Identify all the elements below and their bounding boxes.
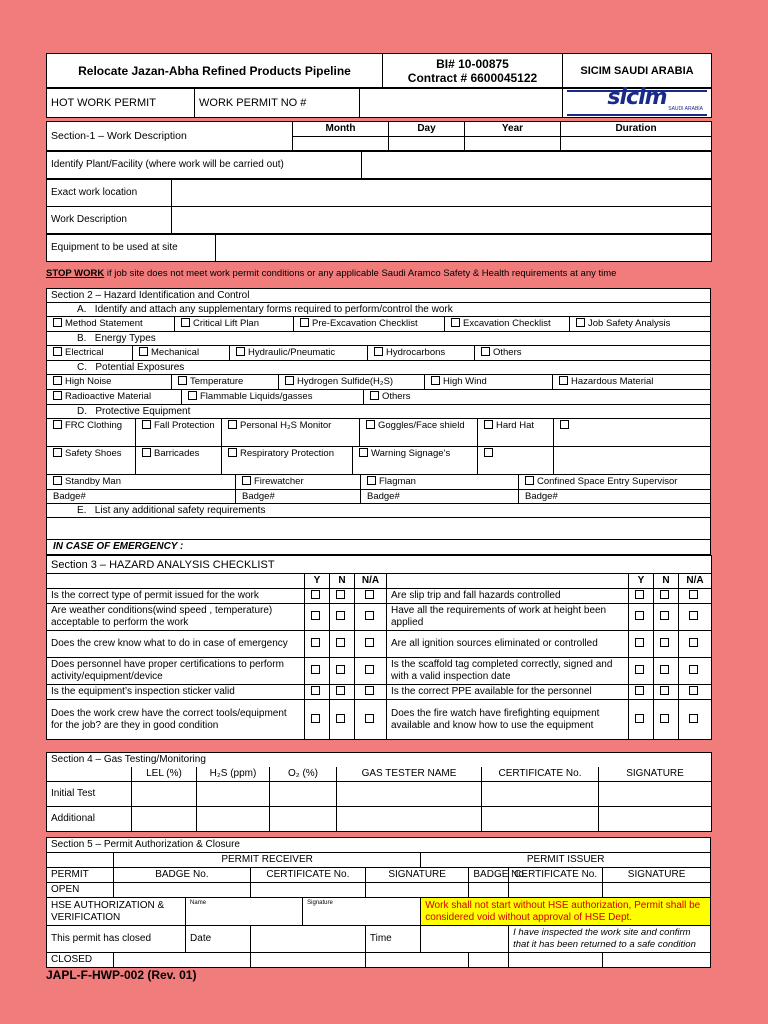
chk-mechanical[interactable]	[133, 346, 230, 360]
section2-b	[47, 332, 710, 345]
section5-title: Section 5 – Permit Authorization & Closure	[47, 838, 711, 853]
open-field[interactable]	[113, 883, 250, 898]
chk-label: Flammable Liquids/gasses	[200, 391, 313, 402]
a-items	[47, 316, 710, 332]
chk-label: FRC Clothing	[65, 420, 123, 431]
section2-a	[47, 303, 710, 316]
section3-title: Section 3 – HAZARD ANALYSIS CHECKLIST	[47, 556, 712, 574]
open-field[interactable]	[365, 883, 469, 898]
na-checkbox[interactable]	[355, 685, 387, 700]
checkbox-icon[interactable]	[228, 420, 237, 429]
chk-label: Fall Protection	[154, 420, 215, 431]
permit-label: PERMIT	[47, 868, 114, 883]
o2-field[interactable]	[270, 807, 337, 832]
a-label: A.	[77, 304, 87, 315]
y-checkbox[interactable]	[629, 589, 654, 604]
stop-work-text: if job site does not meet work permit conditions or any applicable Saudi Aramco Safety & Health requirements at any time	[104, 268, 617, 279]
chk-label: Excavation Checklist	[463, 318, 551, 329]
h2s-field[interactable]	[197, 807, 270, 832]
chk-label: Hard Hat	[496, 420, 535, 431]
chk-electrical[interactable]	[47, 346, 133, 360]
b-items	[47, 345, 710, 361]
e-label: E.	[77, 505, 87, 516]
y-header: Y	[629, 574, 654, 589]
chk-fall-protection[interactable]	[136, 419, 222, 446]
chk-jsa[interactable]	[570, 317, 710, 331]
checkbox-icon[interactable]	[236, 347, 245, 356]
d-items-1	[47, 418, 710, 446]
lel-header: LEL (%)	[132, 767, 197, 782]
chk-frc[interactable]	[47, 419, 136, 446]
cert-field[interactable]	[482, 807, 599, 832]
badge-row	[47, 489, 710, 503]
n-checkbox[interactable]	[654, 700, 679, 740]
b-text: Energy Types	[94, 333, 156, 344]
y-checkbox[interactable]	[305, 589, 330, 604]
y-checkbox[interactable]	[305, 631, 330, 658]
additional-test-row	[47, 807, 712, 832]
question: Does the crew know what to do in case of emergency	[47, 631, 305, 658]
checklist-row	[47, 685, 712, 700]
na-checkbox[interactable]	[355, 604, 387, 631]
checkbox-icon[interactable]	[431, 376, 440, 385]
chk-hard-hat[interactable]	[478, 419, 554, 446]
closed-field[interactable]	[509, 953, 603, 968]
checkbox-icon[interactable]	[374, 347, 383, 356]
ppe-blank-cell	[554, 447, 710, 474]
chk-ppe-blank-1[interactable]	[554, 419, 710, 446]
permit-no-field[interactable]	[360, 89, 563, 118]
n-checkbox[interactable]	[330, 604, 355, 631]
checkbox-icon[interactable]	[576, 318, 585, 327]
checkbox-icon[interactable]	[178, 376, 187, 385]
initial-test-label: Initial Test	[47, 782, 132, 807]
location-field[interactable]	[172, 180, 712, 207]
y-header: Y	[305, 574, 330, 589]
stop-work-note	[46, 268, 726, 279]
additional-requirements-field[interactable]	[47, 517, 710, 539]
closed-field[interactable]	[113, 953, 250, 968]
chk-label: Electrical	[65, 347, 104, 358]
chk-safety-shoes[interactable]	[47, 447, 136, 474]
y-checkbox[interactable]	[629, 685, 654, 700]
chk-firewatcher[interactable]	[236, 475, 361, 489]
n-checkbox[interactable]	[654, 685, 679, 700]
sig-header: SIGNATURE	[599, 767, 712, 782]
section4	[46, 752, 711, 832]
question: Are slip trip and fall hazards controlled	[387, 589, 629, 604]
contract-number: Contract # 6600045122	[407, 70, 538, 85]
na-checkbox[interactable]	[679, 700, 712, 740]
closed-field[interactable]	[365, 953, 469, 968]
checkbox-icon[interactable]	[560, 420, 569, 429]
na-checkbox[interactable]	[679, 589, 712, 604]
tester-field[interactable]	[337, 782, 482, 807]
bi-number: BI# 10-00875	[436, 56, 509, 71]
sig-field[interactable]	[599, 807, 712, 832]
chk-radioactive[interactable]	[47, 390, 182, 404]
issuer-sig-header: SIGNATURE	[603, 868, 711, 883]
badge-standby[interactable]: Badge#	[47, 490, 236, 503]
lel-field[interactable]	[132, 782, 197, 807]
chk-energy-others[interactable]	[475, 346, 710, 360]
d-text: Protective Equipment	[95, 406, 191, 417]
checkbox-icon[interactable]	[53, 347, 62, 356]
na-checkbox[interactable]	[679, 658, 712, 685]
y-checkbox[interactable]	[305, 604, 330, 631]
open-field[interactable]	[509, 883, 603, 898]
question: Is the equipment’s inspection sticker valid	[47, 685, 305, 700]
closed-field[interactable]	[250, 953, 365, 968]
chk-method-statement[interactable]	[47, 317, 175, 331]
c-items-1	[47, 374, 710, 389]
chk-label: Hydrogen Sulfide(H₂S)	[297, 376, 394, 387]
standby-row	[47, 474, 710, 489]
chk-label: Mechanical	[151, 347, 200, 358]
checkbox-icon[interactable]	[53, 476, 62, 485]
chk-label: High Noise	[65, 376, 112, 387]
chk-label: Critical Lift Plan	[193, 318, 259, 329]
chk-label: Firewatcher	[254, 476, 304, 487]
receiver-header: PERMIT RECEIVER	[113, 853, 420, 868]
equipment-label: Equipment to be used at site	[47, 235, 216, 262]
open-field[interactable]	[469, 883, 509, 898]
additional-test-label: Additional	[47, 807, 132, 832]
section1	[46, 121, 711, 262]
y-checkbox[interactable]	[305, 658, 330, 685]
n-checkbox[interactable]	[330, 658, 355, 685]
issuer-badge-header: BADGE No.	[469, 868, 509, 883]
work-desc-label: Work Description	[47, 207, 172, 234]
chk-label: Hydrocarbons	[386, 347, 446, 358]
n-checkbox[interactable]	[654, 658, 679, 685]
chk-hazardous[interactable]	[553, 375, 710, 389]
d-items-2	[47, 446, 710, 474]
chk-h2s[interactable]	[279, 375, 425, 389]
y-checkbox[interactable]	[629, 700, 654, 740]
cert-header: CERTIFICATE No.	[482, 767, 599, 782]
checkbox-icon[interactable]	[53, 376, 62, 385]
chk-respiratory[interactable]	[222, 447, 353, 474]
chk-h2s-monitor[interactable]	[222, 419, 360, 446]
n-checkbox[interactable]	[330, 631, 355, 658]
na-checkbox[interactable]	[355, 589, 387, 604]
d-label: D.	[77, 406, 87, 417]
h2s-header: H₂S (ppm)	[197, 767, 270, 782]
checkbox-icon[interactable]	[53, 318, 62, 327]
open-field[interactable]	[250, 883, 365, 898]
project-title: Relocate Jazan-Abha Refined Products Pipeline	[47, 54, 383, 88]
issuer-cert-header: CERTIFICATE No.	[509, 868, 603, 883]
question: Does the work crew have the correct tools/equipment for the job? are they in good condition	[47, 700, 305, 740]
checkbox-icon[interactable]	[228, 448, 237, 457]
c-label: C.	[77, 362, 87, 373]
checklist-row	[47, 604, 712, 631]
checkbox-icon[interactable]	[367, 476, 376, 485]
initial-test-row	[47, 782, 712, 807]
month-field[interactable]	[293, 137, 389, 151]
permit-no-label: WORK PERMIT NO #	[195, 89, 360, 118]
section4-title: Section 4 – Gas Testing/Monitoring	[47, 753, 712, 768]
section2-e	[47, 503, 710, 517]
closed-text-label: This permit has closed	[47, 926, 186, 953]
section3	[46, 555, 711, 740]
time-field[interactable]	[421, 926, 509, 953]
n-checkbox[interactable]	[654, 589, 679, 604]
y-checkbox[interactable]	[629, 658, 654, 685]
c-text: Potential Exposures	[95, 362, 185, 373]
n-checkbox[interactable]	[330, 685, 355, 700]
checkbox-icon[interactable]	[559, 376, 568, 385]
checklist-row	[47, 631, 712, 658]
chk-flagman[interactable]	[361, 475, 519, 489]
question: Is the correct type of permit issued for the work	[47, 589, 305, 604]
o2-field[interactable]	[270, 782, 337, 807]
chk-label: Standby Man	[65, 476, 121, 487]
chk-label: Pre-Excavation Checklist	[312, 318, 418, 329]
year-label: Year	[465, 122, 561, 137]
badge-firewatcher[interactable]: Badge#	[236, 490, 361, 503]
chk-goggles[interactable]	[360, 419, 478, 446]
checkbox-icon[interactable]	[53, 420, 62, 429]
work-desc-field[interactable]	[172, 207, 712, 234]
inspect-statement: I have inspected the work site and confirm that it has been returned to a safe condition	[509, 926, 711, 953]
duration-field[interactable]	[561, 137, 712, 151]
y-checkbox[interactable]	[629, 631, 654, 658]
duration-label: Duration	[561, 122, 712, 137]
hse-label: HSE AUTHORIZATION & VERIFICATION	[47, 898, 186, 926]
month-label: Month	[293, 122, 389, 137]
permit-type: HOT WORK PERMIT	[47, 89, 195, 118]
n-header: N	[330, 574, 355, 589]
checklist-row	[47, 700, 712, 740]
chk-label: Temperature	[190, 376, 244, 387]
o2-header: O₂ (%)	[270, 767, 337, 782]
hse-name-field[interactable]: Name	[186, 898, 303, 926]
checkbox-icon[interactable]	[142, 448, 151, 457]
h2s-field[interactable]	[197, 782, 270, 807]
location-label: Exact work location	[47, 180, 172, 207]
day-field[interactable]	[389, 137, 465, 151]
closed-label: CLOSED	[47, 953, 114, 968]
closed-field[interactable]	[603, 953, 711, 968]
checkbox-icon[interactable]	[285, 376, 294, 385]
chk-label: Hydraulic/Pneumatic	[248, 347, 336, 358]
n-checkbox[interactable]	[330, 589, 355, 604]
chk-label: Others	[382, 391, 411, 402]
question: Does personnel have proper certifications to perform activity/equipment/device	[47, 658, 305, 685]
checkbox-icon[interactable]	[300, 318, 309, 327]
y-checkbox[interactable]	[305, 700, 330, 740]
n-checkbox[interactable]	[654, 604, 679, 631]
identify-field[interactable]	[362, 152, 712, 179]
checkbox-icon[interactable]	[484, 420, 493, 429]
company-name: SICIM SAUDI ARABIA	[563, 54, 712, 88]
checkbox-icon[interactable]	[188, 391, 197, 400]
year-field[interactable]	[465, 137, 561, 151]
chk-label: Hazardous Material	[571, 376, 654, 387]
s3-blank	[387, 574, 629, 589]
sig-field[interactable]	[599, 782, 712, 807]
chk-label: Safety Shoes	[65, 448, 122, 459]
chk-label: Respiratory Protection	[240, 448, 334, 459]
contract-info	[383, 54, 563, 88]
checkbox-icon[interactable]	[370, 391, 379, 400]
na-header: N/A	[355, 574, 387, 589]
issuer-header: PERMIT ISSUER	[421, 853, 711, 868]
question: Are all ignition sources eliminated or controlled	[387, 631, 629, 658]
form-number: JAPL-F-HWP-002 (Rev. 01)	[46, 968, 197, 982]
section5	[46, 837, 711, 968]
tester-field[interactable]	[337, 807, 482, 832]
chk-standby-man[interactable]	[47, 475, 236, 489]
hse-signature-field[interactable]: Signature	[303, 898, 421, 926]
e-text: List any additional safety requirements	[94, 505, 266, 516]
logo-text: sicim	[607, 85, 667, 110]
open-field[interactable]	[603, 883, 711, 898]
chk-label: Flagman	[379, 476, 416, 487]
chk-hydraulic[interactable]	[230, 346, 368, 360]
chk-label: Method Statement	[65, 318, 143, 329]
date-field[interactable]	[250, 926, 365, 953]
chk-label: Goggles/Face shield	[378, 420, 465, 431]
chk-label: Confined Space Entry Supervisor	[537, 476, 678, 487]
day-label: Day	[389, 122, 465, 137]
equipment-field[interactable]	[216, 235, 712, 262]
chk-label: Others	[493, 347, 522, 358]
section2-d	[47, 405, 710, 418]
section2-c	[47, 361, 710, 374]
sicim-logo	[563, 85, 712, 118]
checklist-row	[47, 658, 712, 685]
question: Have all the requirements of work at height been applied	[387, 604, 629, 631]
checkbox-icon[interactable]	[366, 420, 375, 429]
chk-high-wind[interactable]	[425, 375, 553, 389]
header-block	[46, 53, 711, 118]
question: Are weather conditions(wind speed , temperature) acceptable to perform the work	[47, 604, 305, 631]
na-checkbox[interactable]	[355, 700, 387, 740]
receiver-sig-header: SIGNATURE	[365, 868, 469, 883]
s5-blank	[47, 853, 114, 868]
checkbox-icon[interactable]	[242, 476, 251, 485]
chk-label: Job Safety Analysis	[588, 318, 671, 329]
chk-label: Barricades	[154, 448, 200, 459]
checkbox-icon[interactable]	[53, 391, 62, 400]
identify-label: Identify Plant/Facility (where work will be carried out)	[47, 152, 362, 179]
na-checkbox[interactable]	[679, 604, 712, 631]
cert-field[interactable]	[482, 782, 599, 807]
chk-label: Warning Signage’s	[371, 448, 451, 459]
c-items-2	[47, 389, 710, 405]
tester-header: GAS TESTER NAME	[337, 767, 482, 782]
checkbox-icon[interactable]	[484, 448, 493, 457]
na-checkbox[interactable]	[355, 631, 387, 658]
checkbox-icon[interactable]	[481, 347, 490, 356]
chk-temperature[interactable]	[172, 375, 279, 389]
hse-warning: Work shall not start without HSE authorization, Permit shall be considered void without approval of HSE Dept.	[421, 898, 711, 926]
na-checkbox[interactable]	[679, 631, 712, 658]
checkbox-icon[interactable]	[139, 347, 148, 356]
lel-field[interactable]	[132, 807, 197, 832]
logo-sub: SAUDI ARABIA	[668, 106, 703, 112]
badge-cse[interactable]: Badge#	[525, 491, 558, 502]
stop-work-label: STOP WORK	[46, 268, 105, 279]
closed-field[interactable]	[469, 953, 509, 968]
receiver-cert-header: CERTIFICATE No.	[250, 868, 365, 883]
s3-blank	[47, 574, 305, 589]
y-checkbox[interactable]	[629, 604, 654, 631]
chk-hydrocarbons[interactable]	[368, 346, 475, 360]
open-label: OPEN	[47, 883, 114, 898]
chk-flammable[interactable]	[182, 390, 364, 404]
checkbox-icon[interactable]	[142, 420, 151, 429]
checklist-row	[47, 589, 712, 604]
chk-critical-lift[interactable]	[175, 317, 294, 331]
question: Is the scaffold tag completed correctly, signed and with a valid inspection date	[387, 658, 629, 685]
y-checkbox[interactable]	[305, 685, 330, 700]
n-checkbox[interactable]	[654, 631, 679, 658]
section1-title: Section-1 – Work Description	[47, 122, 293, 151]
na-header: N/A	[679, 574, 712, 589]
section2-title: Section 2 – Hazard Identification and Control	[47, 289, 710, 303]
chk-ppe-blank-2[interactable]	[478, 447, 554, 474]
checkbox-icon[interactable]	[451, 318, 460, 327]
question: Does the fire watch have firefighting equipment available and know how to use the equipment	[387, 700, 629, 740]
chk-pre-excavation[interactable]	[294, 317, 445, 331]
b-label: B.	[77, 333, 87, 344]
receiver-badge-header: BADGE No.	[113, 868, 250, 883]
checkbox-icon[interactable]	[181, 318, 190, 327]
emergency-label: IN CASE OF EMERGENCY :	[47, 539, 710, 554]
chk-label: Radioactive Material	[65, 391, 152, 402]
checkbox-icon[interactable]	[359, 448, 368, 457]
chk-signage[interactable]	[353, 447, 478, 474]
na-checkbox[interactable]	[355, 658, 387, 685]
chk-label: High Wind	[443, 376, 487, 387]
badge-flagman[interactable]: Badge#	[361, 490, 519, 503]
s4-blank	[47, 767, 132, 782]
checkbox-icon[interactable]	[525, 476, 534, 485]
chk-barricades[interactable]	[136, 447, 222, 474]
chk-cse-supervisor[interactable]	[519, 475, 710, 489]
na-checkbox[interactable]	[679, 685, 712, 700]
time-label: Time	[365, 926, 420, 953]
section2	[46, 288, 711, 555]
a-text: Identify and attach any supplementary forms required to perform/control the work	[94, 304, 453, 315]
n-checkbox[interactable]	[330, 700, 355, 740]
n-header: N	[654, 574, 679, 589]
question: Is the correct PPE available for the personnel	[387, 685, 629, 700]
chk-excavation[interactable]	[445, 317, 570, 331]
chk-label: Personal H₂S Monitor	[240, 420, 332, 431]
date-label: Date	[186, 926, 251, 953]
chk-exposure-others[interactable]	[364, 390, 710, 404]
chk-high-noise[interactable]	[47, 375, 172, 389]
checkbox-icon[interactable]	[53, 448, 62, 457]
